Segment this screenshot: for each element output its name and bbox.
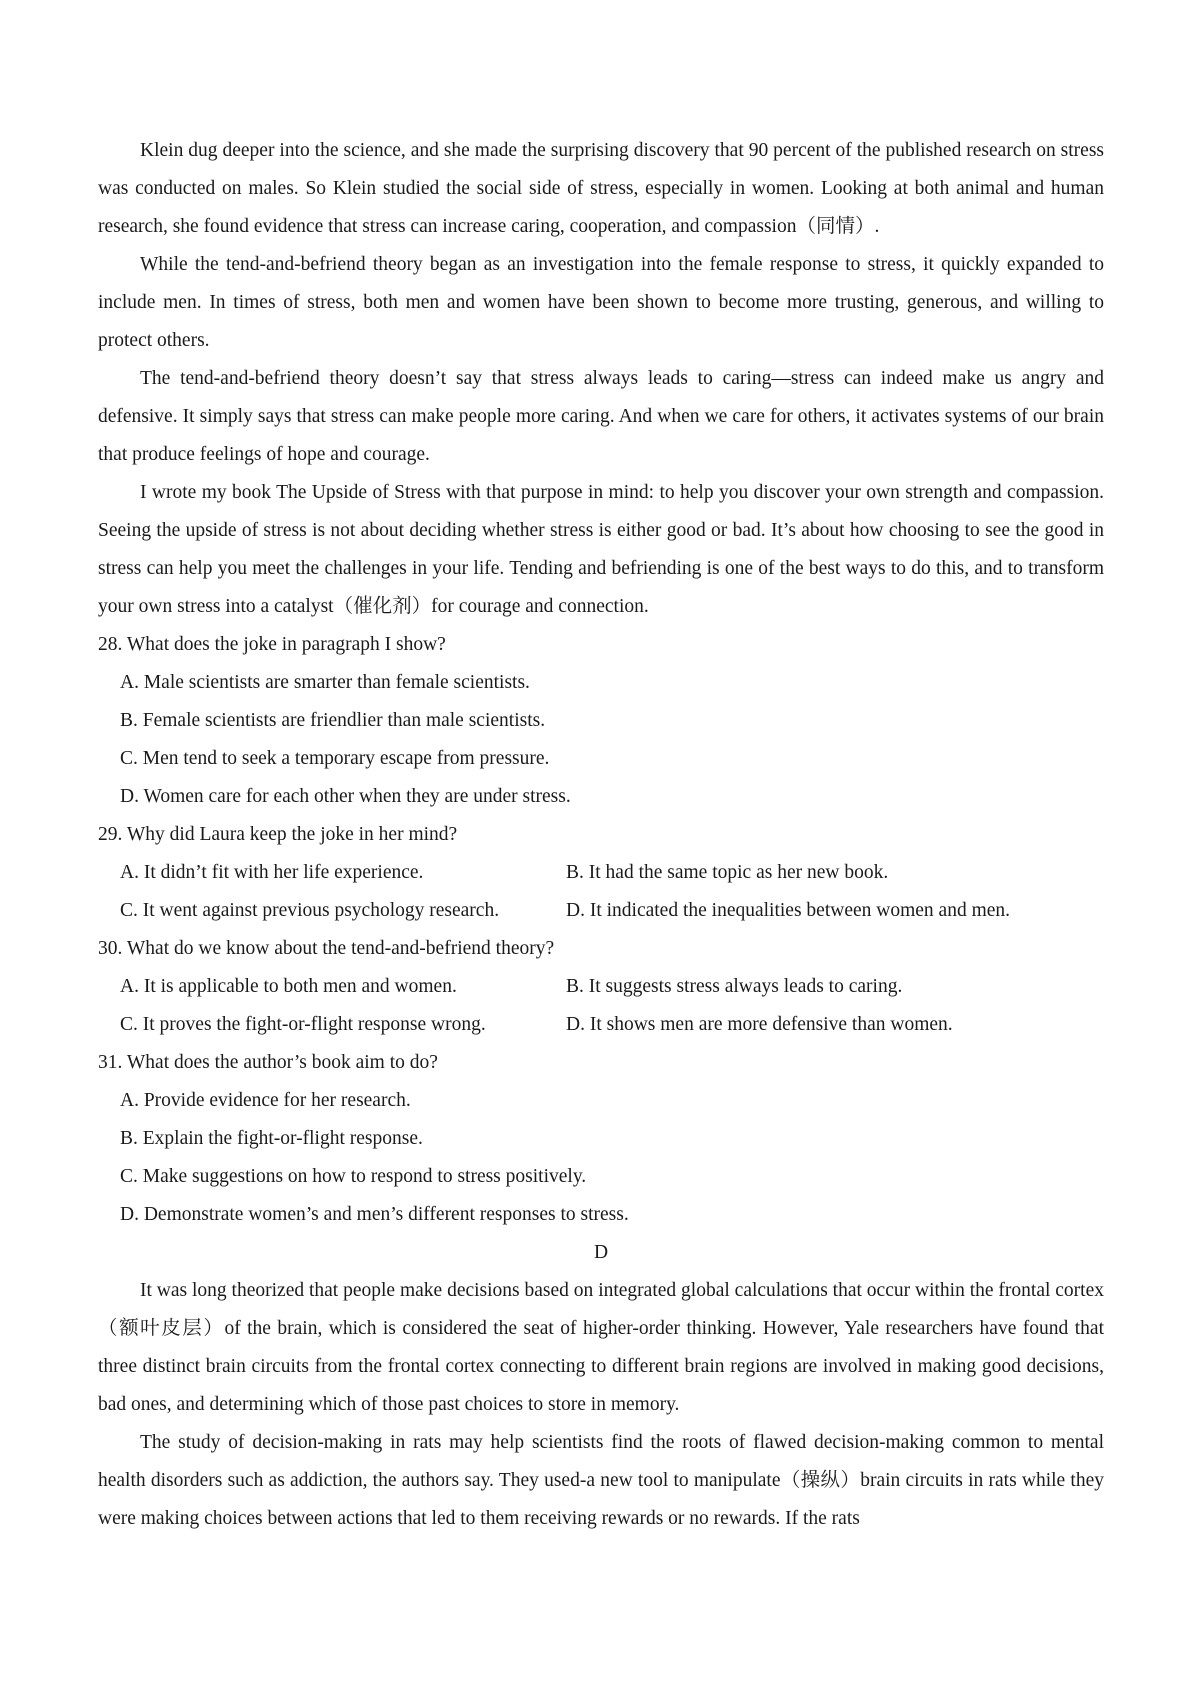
question-28-option-a: A. Male scientists are smarter than female scientists. xyxy=(120,672,530,693)
section-d-title: D xyxy=(593,1242,609,1263)
question-29-option-b: B. It had the same topic as her new book. xyxy=(566,862,889,883)
question-31-option-d: D. Demonstrate women’s and men’s different responses to stress. xyxy=(120,1204,629,1225)
passage-paragraph: Klein dug deeper into the science, and she made the surprising discovery that 90 percent of the published research on stress was conducted on males. So Klein studied the social side of stress, especially in women. Looking at both animal and human research, she found evidence that stress can increase caring, cooperation, and compassion（同情）. xyxy=(98,140,1104,237)
question-30-stem: 30. What do we know about the tend-and-befriend theory? xyxy=(98,938,555,959)
exam-page xyxy=(98,132,1104,1538)
section-d-paragraph: The study of decision-making in rats may help scientists find the roots of flawed decision-making common to mental health disorders such as addiction, the authors say. They used-a new tool to manipulate（操纵）brain circuits in rats while they were making choices between actions that led to them receiving rewards or no rewards. If the rats xyxy=(98,1432,1104,1529)
question-30-options-row-2 xyxy=(98,1006,1104,1044)
question-29-option-c: C. It went against previous psychology research. xyxy=(120,900,500,921)
section-d-paragraph: It was long theorized that people make decisions based on integrated global calculations that occur within the frontal cortex（额叶皮层）of the brain, which is considered the seat of higher-order thinking. However, Yale researchers have found that three distinct brain circuits from the frontal cortex connecting to different brain regions are involved in making good decisions, bad ones, and determining which of those past choices to store in memory. xyxy=(98,1280,1104,1415)
question-31-option-a: A. Provide evidence for her research. xyxy=(120,1090,411,1111)
question-28-option-b: B. Female scientists are friendlier than male scientists. xyxy=(120,710,546,731)
passage-paragraph: I wrote my book The Upside of Stress with that purpose in mind: to help you discover your own strength and compassion. Seeing the upside of stress is not about deciding whether stress is either good or bad. It’s about how choosing to see the good in stress can help you meet the challenges in your life. Tending and befriending is one of the best ways to do this, and to transform your own stress into a catalyst（催化剂）for courage and connection. xyxy=(98,482,1104,617)
question-31-option-c: C. Make suggestions on how to respond to stress positively. xyxy=(120,1166,587,1187)
question-29-option-a: A. It didn’t fit with her life experience. xyxy=(120,862,424,883)
question-29-stem: 29. Why did Laura keep the joke in her mind? xyxy=(98,824,458,845)
question-28-option-d: D. Women care for each other when they are under stress. xyxy=(120,786,571,807)
question-30-option-a: A. It is applicable to both men and women. xyxy=(120,976,457,997)
passage-paragraph: The tend-and-befriend theory doesn’t say that stress always leads to caring—stress can indeed make us angry and defensive. It simply says that stress can make people more caring. And when we care for others, it activates systems of our brain that produce feelings of hope and courage. xyxy=(98,368,1104,465)
question-31-option-b: B. Explain the fight-or-flight response. xyxy=(120,1128,423,1149)
question-28-option-c: C. Men tend to seek a temporary escape from pressure. xyxy=(120,748,550,769)
question-28-stem: 28. What does the joke in paragraph I show? xyxy=(98,634,446,655)
passage-paragraph: While the tend-and-befriend theory began as an investigation into the female response to stress, it quickly expanded to include men. In times of stress, both men and women have been shown to become more trusting, generous, and willing to protect others. xyxy=(98,254,1104,351)
question-30-option-b: B. It suggests stress always leads to caring. xyxy=(566,976,903,997)
question-30-option-c: C. It proves the fight-or-flight response wrong. xyxy=(120,1014,486,1035)
question-30-option-d: D. It shows men are more defensive than women. xyxy=(566,1014,953,1035)
question-31-stem: 31. What does the author’s book aim to do? xyxy=(98,1052,438,1073)
question-29-options-row-1 xyxy=(98,854,1104,892)
question-30-options-row-1 xyxy=(98,968,1104,1006)
question-29-options-row-2 xyxy=(98,892,1104,930)
question-29-option-d: D. It indicated the inequalities between women and men. xyxy=(566,900,1011,921)
